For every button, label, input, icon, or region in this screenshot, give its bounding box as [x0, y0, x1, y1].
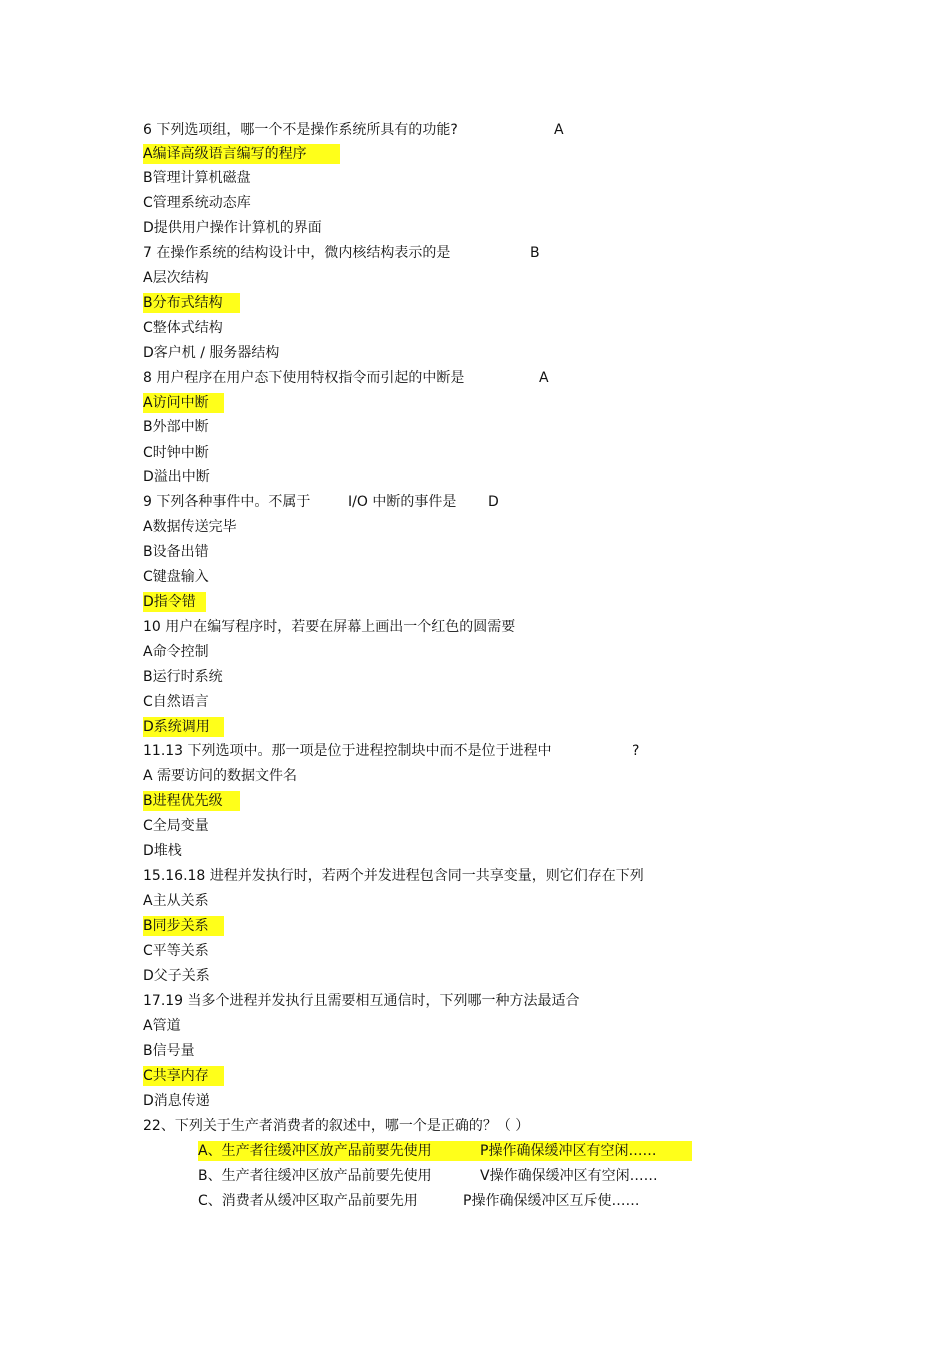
option-d: D消息传递: [143, 1093, 210, 1109]
option-text-part-2: V操作确保缓冲区有空闲……: [480, 1168, 658, 1184]
option-d: D溢出中断: [143, 469, 210, 485]
option-c: C键盘输入: [143, 569, 209, 585]
question-text: 9 下列各种事件中。不属于: [143, 494, 311, 510]
question-text: 11.13 下列选项中。那一项是位于进程控制块中而不是位于进程中: [143, 743, 552, 759]
question-answer: ?: [632, 743, 640, 759]
option-c: C管理系统动态库: [143, 195, 251, 211]
option-b: B信号量: [143, 1043, 195, 1059]
highlighted-answer: B进程优先级: [143, 791, 240, 811]
option-d: D客户机 / 服务器结构: [143, 345, 280, 361]
option-b: B管理计算机磁盘: [143, 170, 251, 186]
option-d: [143, 591, 206, 613]
option-d: D父子关系: [143, 968, 210, 984]
option-text-part-1: C、消费者从缓冲区取产品前要先用: [198, 1193, 418, 1209]
highlighted-answer: B分布式结构: [143, 293, 240, 313]
question-text: 8 用户程序在用户态下使用特权指令而引起的中断是: [143, 370, 465, 386]
option-b: [198, 1165, 692, 1187]
option-b: [143, 790, 240, 812]
question-answer: A: [554, 122, 564, 138]
question-text-io: I/O 中断的事件是: [348, 494, 457, 510]
question-8-stem: [143, 367, 549, 389]
option-text-part-2: P操作确保缓冲区互斥使……: [463, 1193, 640, 1209]
option-c: [198, 1190, 692, 1212]
question-answer: D: [488, 494, 499, 510]
option-c: C全局变量: [143, 818, 209, 834]
option-c: C平等关系: [143, 943, 209, 959]
option-a: A数据传送完毕: [143, 519, 237, 535]
question-11-stem: [143, 740, 640, 762]
question-text: 6 下列选项组，哪一个不是操作系统所具有的功能?: [143, 122, 458, 138]
option-a: A层次结构: [143, 270, 209, 286]
question-10-stem: 10 用户在编写程序时，若要在屏幕上画出一个红色的圆需要: [143, 619, 516, 635]
question-answer: B: [530, 245, 540, 261]
highlighted-answer: D指令错: [143, 592, 206, 612]
option-c: [143, 1065, 224, 1087]
option-text-part-1: A、生产者往缓冲区放产品前要先使用: [198, 1143, 432, 1159]
option-b: [143, 292, 240, 314]
question-22-stem: 22、下列关于生产者消费者的叙述中，哪一个是正确的？（ ）: [143, 1118, 530, 1134]
option-a: A主从关系: [143, 893, 209, 909]
option-c: C整体式结构: [143, 320, 223, 336]
question-7-stem: [143, 242, 540, 264]
question-answer: A: [539, 370, 549, 386]
highlighted-answer: B同步关系: [143, 916, 224, 936]
option-a: [198, 1140, 692, 1162]
option-a: A 需要访问的数据文件名: [143, 768, 298, 784]
question-text: 7 在操作系统的结构设计中，微内核结构表示的是: [143, 245, 451, 261]
highlighted-answer: A编译高级语言编写的程序: [143, 144, 340, 164]
question-17-stem: 17.19 当多个进程并发执行且需要相互通信时，下列哪一种方法最适合: [143, 993, 580, 1009]
option-c: C自然语言: [143, 694, 209, 710]
option-a: [143, 143, 340, 165]
option-a: A管道: [143, 1018, 181, 1034]
option-d: D提供用户操作计算机的界面: [143, 220, 322, 236]
highlighted-answer: D系统调用: [143, 717, 224, 737]
option-c: C时钟中断: [143, 445, 209, 461]
option-text-part-1: B、生产者往缓冲区放产品前要先使用: [198, 1168, 432, 1184]
option-a: A命令控制: [143, 644, 209, 660]
option-b: B设备出错: [143, 544, 209, 560]
option-a: [143, 392, 224, 414]
question-15-stem: 15.16.18 进程并发执行时，若两个并发进程包含同一共享变量，则它们存在下列: [143, 868, 644, 884]
option-d: [143, 716, 224, 738]
option-text-part-2: P操作确保缓冲区有空闲……: [480, 1143, 657, 1159]
question-9-stem: [143, 491, 499, 513]
highlighted-answer: C共享内存: [143, 1066, 224, 1086]
question-6-stem: [143, 119, 564, 141]
option-b: B外部中断: [143, 419, 209, 435]
option-d: D堆栈: [143, 843, 182, 859]
highlighted-answer: A访问中断: [143, 393, 224, 413]
option-b: [143, 915, 224, 937]
option-b: B运行时系统: [143, 669, 223, 685]
